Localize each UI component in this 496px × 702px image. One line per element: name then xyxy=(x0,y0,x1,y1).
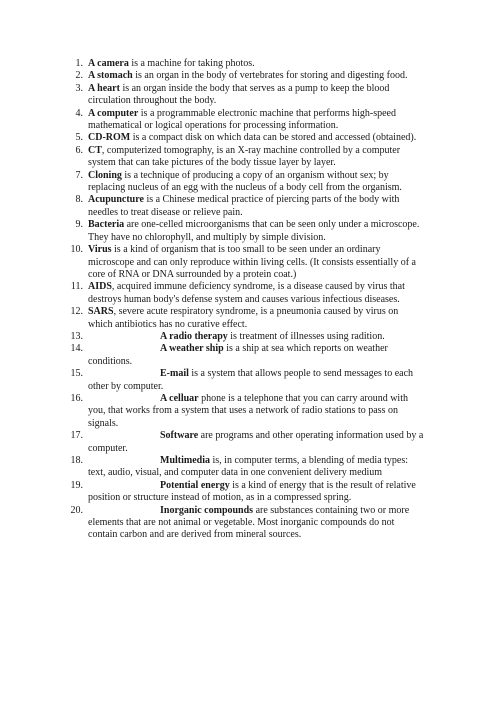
item-term: Acupuncture xyxy=(88,194,144,206)
item-text xyxy=(88,331,424,343)
item-term: SARS xyxy=(88,306,114,318)
item-text xyxy=(88,108,424,133)
item-term: Potential energy xyxy=(160,479,230,491)
item-term: Multimedia xyxy=(160,455,210,466)
list-item xyxy=(70,504,424,542)
item-number: 15. xyxy=(70,368,83,380)
item-number: 12. xyxy=(70,306,83,318)
item-term: A weather ship xyxy=(160,343,224,355)
item-number: 11. xyxy=(70,281,83,293)
item-term: A heart xyxy=(88,82,120,94)
item-definition: phone is a telephone that you can carry around with you, that works from a system that uses a network of radio stations to pass on signals. xyxy=(88,392,408,429)
list-item xyxy=(75,144,424,170)
item-definition: , acquired immune deficiency syndrome, is a disease caused by virus that destroys human body's defense system and causes various infectious diseases. xyxy=(88,281,405,305)
item-number: 17. xyxy=(70,430,83,442)
item-term: A computer xyxy=(88,107,139,119)
item-definition: is, in computer terms, a blending of media types: text, audio, visual, and computer data in one convenient delivery medium xyxy=(88,455,409,479)
item-definition: is treatment of illnesses using radition. xyxy=(227,330,385,342)
item-term: E-mail xyxy=(160,368,189,380)
list-item xyxy=(70,368,424,393)
list-item xyxy=(70,430,424,455)
item-number: 14. xyxy=(70,343,83,355)
item-text xyxy=(88,505,424,542)
item-term: Inorganic compounds xyxy=(160,504,254,516)
item-number: 2. xyxy=(75,70,83,82)
item-term: A celluar xyxy=(160,392,199,404)
item-number: 9. xyxy=(75,219,83,231)
item-number: 13. xyxy=(70,330,83,342)
item-text xyxy=(88,368,424,393)
item-number: 8. xyxy=(75,194,83,206)
item-number: 4. xyxy=(75,107,83,119)
list-item xyxy=(70,244,424,281)
item-text xyxy=(88,393,424,430)
item-definition: are programs and other operating information used by a computer. xyxy=(88,430,424,454)
item-definition: is an organ in the body of vertebrates for storing and digesting food. xyxy=(132,70,408,82)
item-definition: , computerized tomography, is an X-ray machine controlled by a computer system that can take pictures of the body tissue layer by layer. xyxy=(88,144,401,169)
item-number: 6. xyxy=(75,144,83,156)
item-term: A radio therapy xyxy=(160,330,228,342)
list-item xyxy=(70,479,424,505)
list-item xyxy=(70,392,424,430)
item-number: 10. xyxy=(70,244,83,256)
item-text xyxy=(88,480,424,505)
list-item xyxy=(75,132,424,144)
item-term: A camera xyxy=(88,58,129,69)
item-text xyxy=(88,455,424,480)
item-definition: , severe acute respiratory syndrome, is a pneumonia caused by virus on which antibiotics has no curative effect. xyxy=(88,306,399,330)
list-item xyxy=(75,219,424,244)
item-definition: are one-celled microorganisms that can be seen only under a microscope. They have no chlorophyll, and multiply by simple division. xyxy=(88,219,420,243)
item-text xyxy=(88,281,424,306)
list-item xyxy=(75,82,424,108)
item-number: 19. xyxy=(70,479,83,491)
item-text xyxy=(88,244,424,281)
item-number: 3. xyxy=(75,82,83,94)
list-item xyxy=(70,455,424,480)
item-number: 5. xyxy=(75,132,83,144)
item-text xyxy=(88,58,424,70)
list-item xyxy=(70,306,424,331)
list-item xyxy=(75,70,424,82)
item-definition: is a programmable electronic machine that performs high-speed mathematical or logical operations for processing information. xyxy=(88,107,396,132)
item-term: Virus xyxy=(88,244,112,256)
list-item xyxy=(70,343,424,368)
item-text xyxy=(88,170,424,195)
item-definition: is a system that allows people to send messages to each other by computer. xyxy=(88,368,414,392)
item-definition: is a ship at sea which reports on weather conditions. xyxy=(88,343,388,367)
item-term: Bacteria xyxy=(88,219,125,231)
item-text xyxy=(88,194,424,219)
item-term: Software xyxy=(160,430,199,442)
item-definition: is a machine for taking photos. xyxy=(128,58,255,69)
item-number: 20. xyxy=(70,504,83,516)
item-term: A stomach xyxy=(88,70,133,82)
item-definition: is a kind of organism that is too small to be seen under an ordinary microscope and can only reproduce within living cells. (It consists essentially of a core of RNA or DNA surrounded by a protein coat.) xyxy=(88,244,416,280)
list-item xyxy=(75,194,424,219)
item-text xyxy=(88,219,424,244)
item-definition: is a technique of producing a copy of an organism without sex; by replacing nucleus of an egg with the nucleus of a body cell from the organism. xyxy=(88,169,402,194)
item-text xyxy=(88,70,424,82)
item-text xyxy=(88,83,424,108)
item-number: 7. xyxy=(75,169,83,181)
item-number: 18. xyxy=(70,455,83,466)
item-number: 16. xyxy=(70,392,83,404)
item-text xyxy=(88,145,424,170)
item-text xyxy=(88,343,424,368)
item-definition: is a kind of energy that is the result of relative position or structure instead of motion, as in a compressed spring. xyxy=(88,479,416,504)
item-number: 1. xyxy=(75,58,83,69)
item-text xyxy=(88,430,424,455)
list-item xyxy=(75,107,424,133)
item-term: CT xyxy=(88,144,102,156)
item-term: AIDS xyxy=(88,281,112,293)
item-term: CD-ROM xyxy=(88,132,131,144)
item-definition: are substances containing two or more elements that are not animal or vegetable. Most inorganic compounds do not contain carbon and are derived from mineral sources. xyxy=(88,504,410,541)
item-definition: is an organ inside the body that serves as a pump to keep the blood circulation throughout the body. xyxy=(88,82,390,107)
item-definition: is a compact disk on which data can be stored and accessed (obtained). xyxy=(130,132,417,144)
list-item xyxy=(70,330,424,343)
definition-list xyxy=(70,58,424,542)
list-item xyxy=(75,58,424,70)
list-item xyxy=(70,281,424,306)
list-item xyxy=(75,169,424,195)
item-text xyxy=(88,306,424,331)
item-term: Cloning xyxy=(88,169,122,181)
item-text xyxy=(88,132,424,144)
item-definition: is a Chinese medical practice of piercing parts of the body with needles to treat disease or relieve pain. xyxy=(88,194,400,218)
